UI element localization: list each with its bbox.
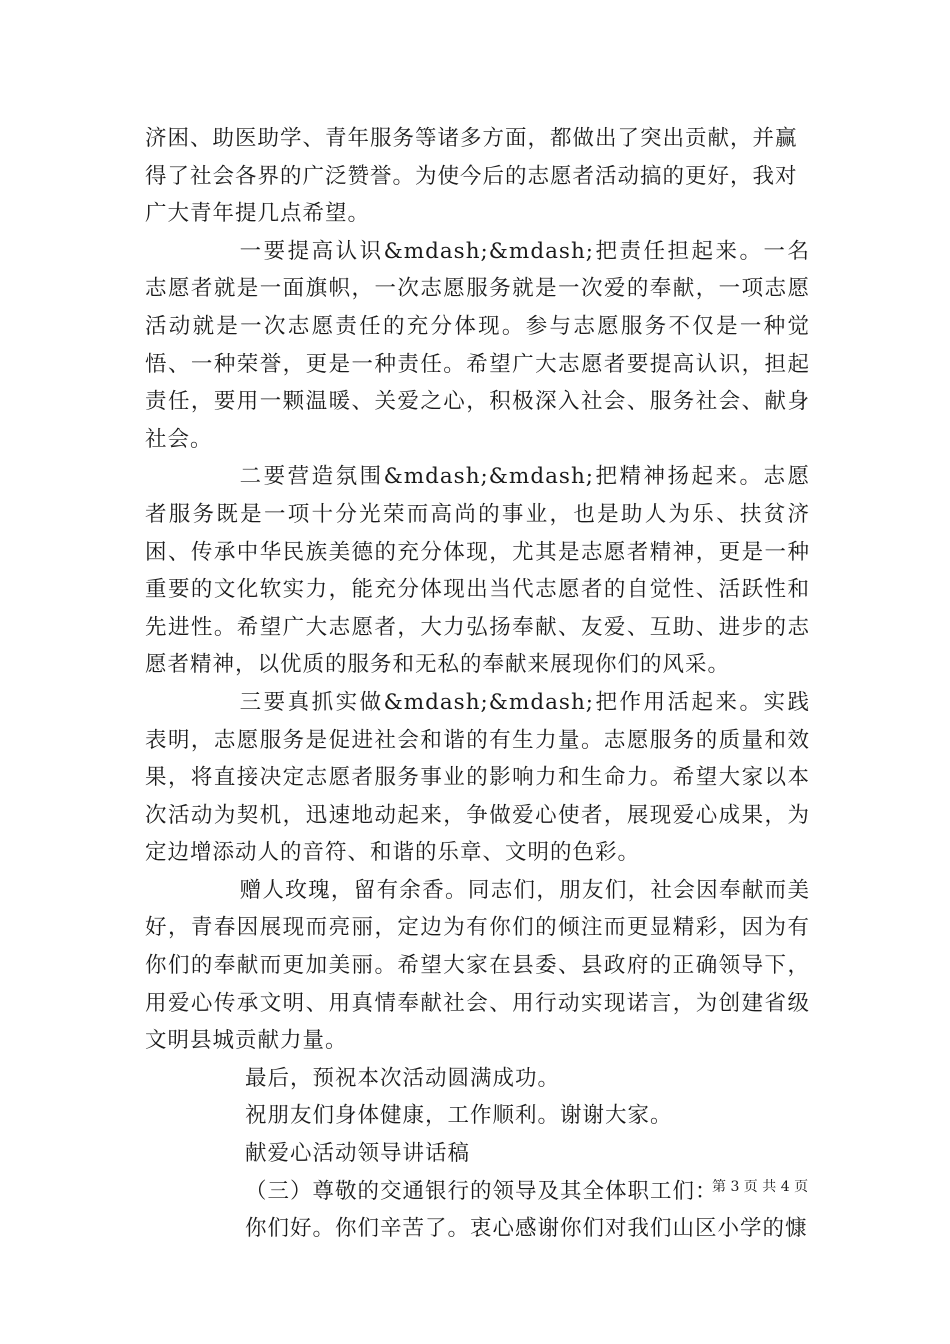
page-number-footer: 第 3 页 共 4 页	[712, 1179, 809, 1195]
section-title-line: 献爱心活动领导讲话稿	[245, 1141, 471, 1167]
paragraph-raise-awareness: 一要提高认识&mdash;&mdash;把责任担起来。一名志愿者就是一面旗帜，一次志愿服务就是一次爱的奉献，一项志愿活动就是一次志愿责任的充分体现。参与志愿服务不仅是一种觉悟、一种荣誉，更是一种责任。希望广大志愿者要提高认识，担起责任，要用一颗温暖、关爱之心，积极深入社会、服务社会、献身社会。	[145, 238, 810, 452]
paragraph-roses: 赠人玫瑰，留有余香。同志们，朋友们，社会因奉献而美好，青春因展现而亮丽，定边为有你们的倾注而更显精彩，因为有你们的奉献而更加美丽。希望大家在县委、县政府的正确领导下，用爱心传承文明、用真情奉献社会、用行动实现诺言，为创建省级文明县城贡献力量。	[145, 877, 810, 1054]
paragraph-practical-action: 三要真抓实做&mdash;&mdash;把作用活起来。实践表明，志愿服务是促进社会和谐的有生力量。志愿服务的质量和效果，将直接决定志愿者服务事业的影响力和生命力。希望大家以本次活动为契机，迅速地动起来，争做爱心使者，展现爱心成果，为定边增添动人的音符、和谐的乐章、文明的色彩。	[145, 689, 810, 866]
document-body	[145, 120, 810, 1248]
salutation-line: （三）尊敬的交通银行的领导及其全体职工们：	[245, 1178, 718, 1204]
greeting-line: 你们好。你们辛苦了。衷心感谢你们对我们山区小学的慷	[245, 1216, 808, 1242]
paragraph-create-atmosphere: 二要营造氛围&mdash;&mdash;把精神扬起来。志愿者服务既是一项十分光荣而高尚的事业，也是助人为乐、扶贫济困、传承中华民族美德的充分体现，尤其是志愿者精神，更是一种重要的文化软实力，能充分体现出当代志愿者的自觉性、活跃性和先进性。希望广大志愿者，大力弘扬奉献、友爱、互助、进步的志愿者精神，以优质的服务和无私的奉献来展现你们的风采。	[145, 464, 810, 678]
closing-thanks-line: 祝朋友们身体健康，工作顺利。谢谢大家。	[245, 1103, 673, 1129]
closing-wish-line: 最后，预祝本次活动圆满成功。	[245, 1065, 561, 1091]
paragraph-continuation: 济困、助医助学、青年服务等诸多方面，都做出了突出贡献，并赢得了社会各界的广泛赞誉。为使今后的志愿者活动搞的更好，我对广大青年提几点希望。	[145, 126, 798, 227]
